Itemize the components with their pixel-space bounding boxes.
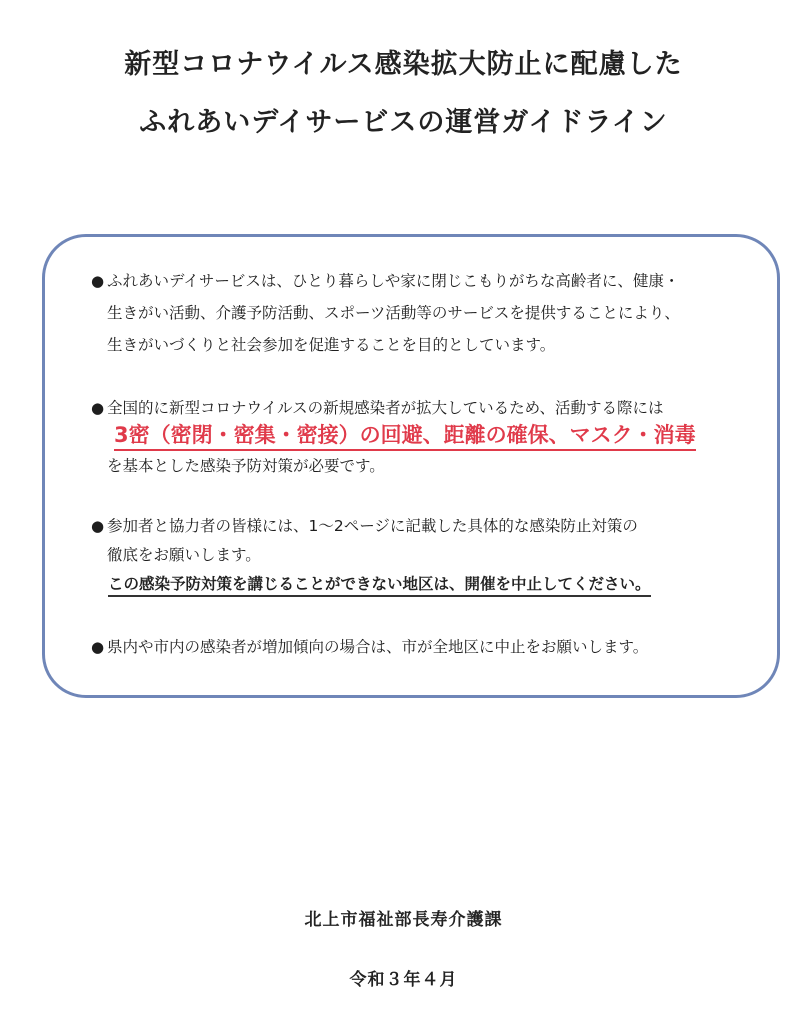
notice-paragraph-2-line-1 [91, 398, 663, 418]
notice-paragraph-4-line-1 [91, 637, 648, 657]
notice-paragraph-1-line-3: 生きがいづくりと社会参加を促進することを目的としています。 [107, 336, 556, 354]
bullet-icon: ● [91, 272, 105, 290]
notice-paragraph-3-line-1 [91, 516, 638, 536]
bullet-icon: ● [91, 517, 105, 535]
bullet-icon: ● [91, 399, 105, 417]
issue-date: 令和３年４月 [349, 970, 458, 990]
cancellation-warning: この感染予防対策を講じることができない地区は、開催を中止してください。 [108, 574, 651, 597]
notice-text: 全国的に新型コロナウイルスの新規感染者が拡大しているため、活動する際には [107, 399, 664, 417]
document-title-line-2: ふれあいデイサービスの運営ガイドライン [139, 107, 668, 138]
issuing-department: 北上市福祉部長寿介護課 [304, 910, 503, 930]
notice-text: ふれあいデイサービスは、ひとり暮らしや家に閉じこもりがちな高齢者に、健康・ [107, 272, 680, 290]
notice-paragraph-3-line-2: 徹底をお願いします。 [107, 546, 261, 564]
notice-paragraph-1-line-2: 生きがい活動、介護予防活動、スポーツ活動等のサービスを提供することにより、 [107, 304, 680, 322]
notice-paragraph-2-line-3: を基本とした感染予防対策が必要です。 [107, 457, 385, 475]
notice-text: 参加者と協力者の皆様には、1～2ページに記載した具体的な感染防止対策の [107, 517, 638, 535]
notice-paragraph-1-line-1 [91, 271, 679, 291]
bullet-icon: ● [91, 638, 105, 656]
document-title-line-1: 新型コロナウイルス感染拡大防止に配慮した [124, 49, 683, 80]
notice-text: 県内や市内の感染者が増加傾向の場合は、市が全地区に中止をお願いします。 [107, 638, 649, 656]
infection-prevention-highlight: 3密（密閉・密集・密接）の回避、距離の確保、マスク・消毒 [114, 422, 696, 451]
